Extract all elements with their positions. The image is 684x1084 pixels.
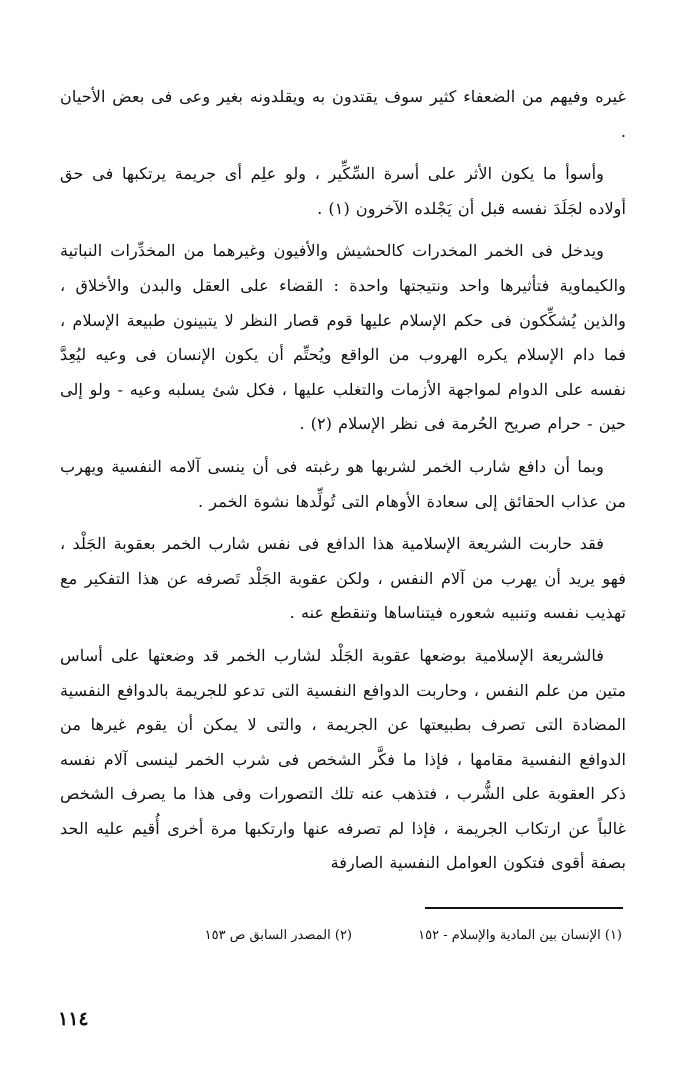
- footnotes: [92, 928, 622, 952]
- footnote-2: (٢) المصدر السابق ص ١٥٣: [204, 928, 352, 943]
- footnote-1: (١) الإنسان بين المادية والإسلام - ١٥٢: [418, 928, 622, 943]
- paragraph-3: ويدخل فى الخمر المخدرات كالحشيش والأفيون وغيرهما من المخدِّرات النباتية والكيماوية فتأثيرها واحد ونتيجتها واحدة : القضاء على العقل والبدن والأخلاق ، والذين يُشكِّكون فى حكم الإسلام عليها قوم قصار النظر لا يتبينون طبيعة الإسلام ، فما دام الإسلام يكره الهروب من الواقع ويُحتِّم أن يكون الإنسان فى وعيه ليُعِدَّ نفسه على الدوام لمواجهة الأزمات والتغلب عليها ، فكل شئ يسلبه وعيه - ولو إلى حين - حرام صريح الحُرمة فى نظر الإسلام (٢) .: [60, 241, 626, 434]
- paragraph-1: غيره وفيهم من الضعفاء كثير سوف يقتدون به ويقلدونه بغير وعى فى بعض الأحيان .: [60, 87, 626, 141]
- page-body: [60, 80, 626, 889]
- paragraph-2: وأسوأ ما يكون الأثر على أسرة السِّكِّير ، ولو علِم أى جريمة يرتكبها فى حق أولاده لجَلَدَ نفسه قبل أن يَجْلده الآخرون (١) .: [60, 164, 626, 218]
- paragraph-5: فقد حاربت الشريعة الإسلامية هذا الدافع فى نفس شارب الخمر بعقوبة الجَلْد ، فهو يريد أن يهرب من آلام النفس ، ولكن عقوبة الجَلْد تَصرفه عن هذا التفكير مع تهذيب نفسه وتنبيه شعوره فيتناساها وتنقطع عنه .: [60, 534, 626, 623]
- paragraph-6: فالشريعة الإسلامية بوضعها عقوبة الجَلْد لشارب الخمر قد وضعتها على أساس متين من علم النفس ، وحاربت الدوافع النفسية التى تدعو للجريمة بالدوافع النفسية المضادة التى تصرف بطبيعتها عن الجريمة ، والتى لا يمكن أن يقوم غيرها من الدوافع النفسية مقامها ، فإذا ما فكَّر الشخص فى شرب الخمر لينسى آلام نفسه ذكر العقوبة على الشُّرب ، فتذهب عنه تلك التصورات وفى هذا ما يصرف الشخص غالباً عن ارتكاب الجريمة ، فإذا لم تصرفه عنها وارتكبها مرة أخرى أُقيم عليه الحد بصفة أقوى فتكون العوامل النفسية الصارفة: [60, 645, 626, 873]
- page-number: ١١٤: [58, 1008, 89, 1030]
- paragraph-4: وبما أن دافع شارب الخمر لشربها هو رغبته فى أن ينسى آلامه النفسية ويهرب من عذاب الحقائق إلى سعادة الأوهام التى تُولِّدها نشوة الخمر .: [60, 456, 626, 511]
- footnote-divider: [425, 907, 623, 909]
